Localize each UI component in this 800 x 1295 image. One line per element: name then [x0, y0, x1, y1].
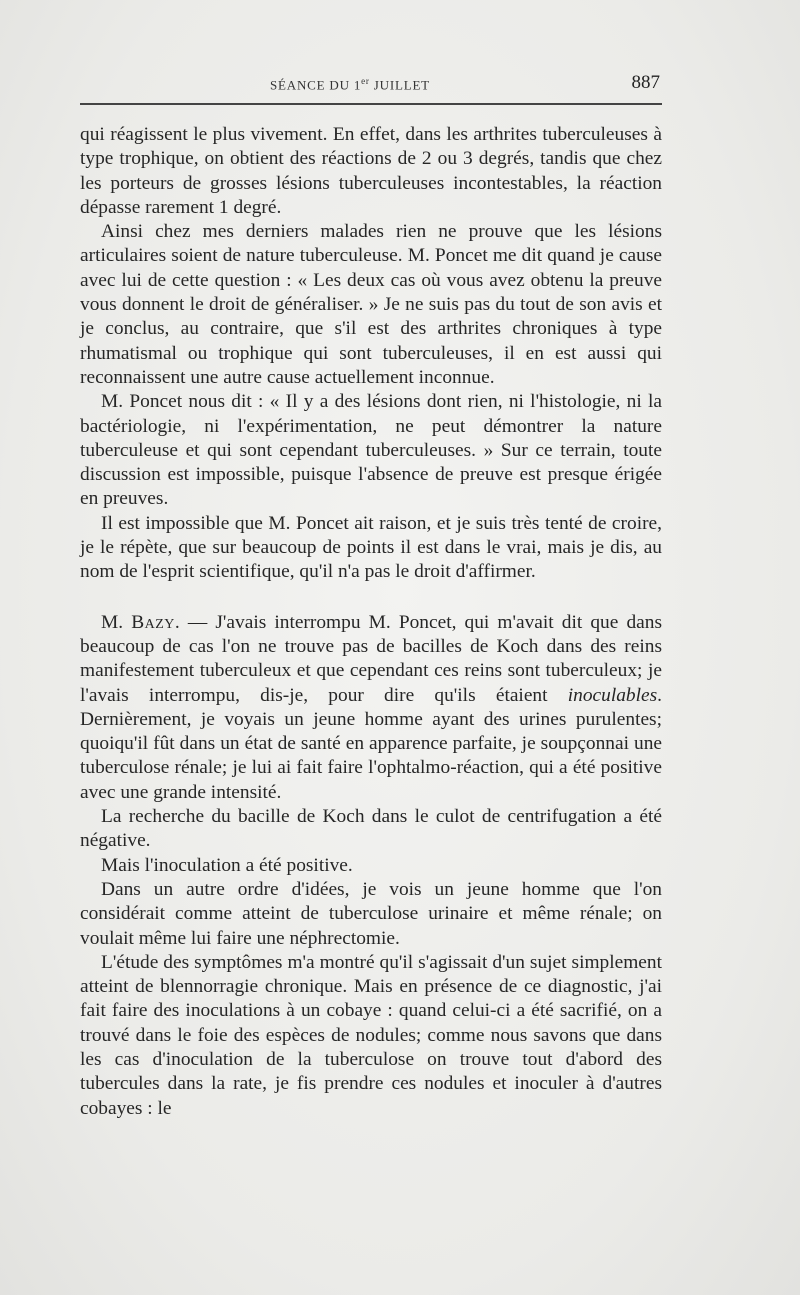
speaker-prefix: M.	[101, 611, 132, 633]
paragraph: qui réagissent le plus vivement. En effet, dans les arthrites tuberculeuses à type trophique, on obtient des réactions de 2 ou 3 degrés, tandis que chez les porteurs de grosses lésions tuberculeuses incontestables, la réaction dépasse rarement 1 degré.	[80, 124, 662, 218]
running-head-end: JUILLET	[369, 77, 430, 93]
speech-text: . — J'avais interrompu M. Poncet, qui m'avait dit que dans beaucoup de cas l'on ne trouve pas de bacilles de Koch dans des reins manifestement tuberculeux et que cependant ces reins sont tuberculeux; je l'avais interrompu, dis-je, pour dire qu'ils étaient	[80, 611, 663, 706]
paragraph: La recherche du bacille de Koch dans le culot de centrifugation a été négative.	[80, 806, 662, 852]
header-rule	[80, 103, 662, 105]
speech-text: . Dernièrement, je voyais un jeune homme ayant des urines purulentes; quoiqu'il fût dans un état de santé en apparence parfaite, je soupçonnai une tuberculose rénale; je lui ai fait faire l'ophtalmo-réaction, qui a été positive avec une grande intensité.	[80, 684, 662, 803]
bazy-paragraph	[80, 611, 662, 805]
paragraph: Mais l'inoculation a été positive.	[101, 854, 353, 876]
speaker-name: Bazy	[131, 611, 175, 633]
running-head	[270, 76, 430, 93]
paragraph: Ainsi chez mes derniers malades rien ne prouve que les lésions articulaires soient de nature tuberculeuse. M. Poncet me dit quand je cause avec lui de cette question : « Les deux cas où vous avez obtenu la preuve vous donnent le droit de généraliser. » Je ne suis pas du tout de son avis et je conclus, au contraire, que s'il est des arthrites chroniques à type rhumatismal ou trophique qui sont tuberculeuses, il en est aussi qui reconnaissent une autre cause actuellement inconnue.	[80, 221, 662, 388]
page-header	[80, 70, 660, 100]
running-head-text: SÉANCE DU 1	[270, 77, 362, 93]
italic-term: inoculables	[567, 684, 658, 706]
paragraph: Il est impossible que M. Poncet ait raison, et je suis très tenté de croire, je le répète, que sur beaucoup de points il est dans le vrai, mais je dis, au nom de l'esprit scientifique, qu'il n'a pas le droit d'affirmer.	[80, 512, 662, 583]
body-text	[80, 123, 662, 1121]
paragraph: M. Poncet nous dit : « Il y a des lésions dont rien, ni l'histologie, ni la bactériologie, ni l'expérimentation, ne peut démontrer la nature tuberculeuse et qui sont cependant tuberculeuses. » Sur ce terrain, toute discussion est impossible, puisque l'absence de preuve est presque érigée en preuves.	[80, 391, 662, 510]
page-number: 887	[631, 72, 660, 93]
paragraph: Dans un autre ordre d'idées, je vois un jeune homme que l'on considérait comme atteint de tuberculose urinaire et même rénale; on voulait même lui faire une néphrectomie.	[80, 878, 662, 949]
paragraph: L'étude des symptômes m'a montré qu'il s'agissait d'un sujet simplement atteint de blennorragie chronique. Mais en présence de ce diagnostic, j'ai fait faire des inoculations à un cobaye : quand celui-ci a été sacrifié, on a trouvé dans le foie des espèces de nodules; comme nous savons que dans les cas d'inoculation de la tuberculose on trouve tout d'abord des tubercules dans la rate, je fis prendre ces nodules et inoculer à d'autres cobayes : le	[80, 951, 662, 1119]
running-head-superscript: er	[361, 76, 370, 86]
